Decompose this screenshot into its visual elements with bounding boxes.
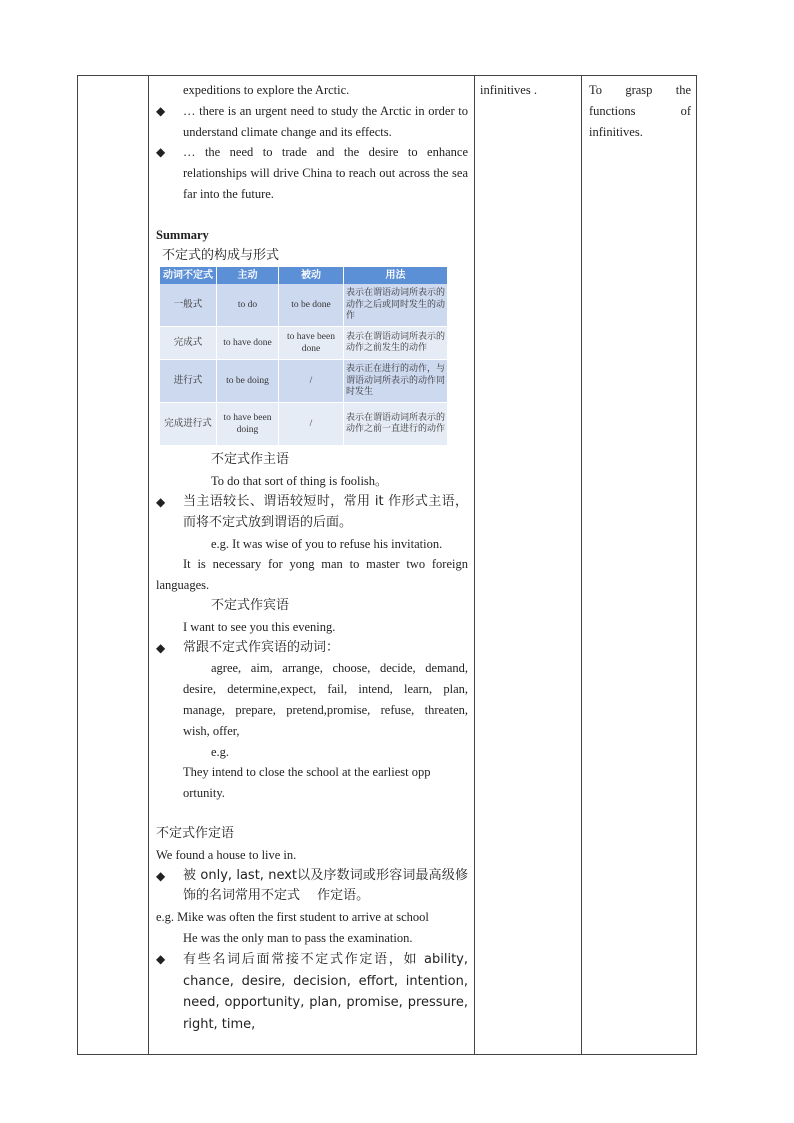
section-heading: 不定式作宾语 [211, 597, 290, 613]
purpose-line: infinitives. [589, 125, 643, 139]
column-divider [474, 76, 475, 1054]
header-cell: 被动 [279, 267, 344, 284]
column-divider [148, 76, 149, 1054]
purpose-line: functions of [589, 104, 691, 118]
diamond-bullet-icon: ◆ [156, 951, 166, 966]
diamond-bullet-icon: ◆ [156, 640, 166, 655]
table-cell: to be done [279, 284, 344, 327]
example-label: e.g. [211, 744, 230, 759]
example-sentence: We found a house to live in. [156, 847, 297, 862]
diamond-bullet-icon: ◆ [156, 103, 166, 118]
bullet-item [156, 101, 468, 143]
example-text: e.g. It was wise of you to refuse his invitation. [211, 536, 443, 551]
verb-list: agree, aim, arrange, choose, decide, demand, desire, determine,expect, fail, intend, learn, plan, manage, prepare, pretend,promise, refuse, threaten, wish, offer, [183, 661, 468, 738]
bullet-text: 被 only, last, next以及序数词或形容词最高级修饰的名词常用不定式 作定语。 [183, 867, 468, 904]
summary-heading: Summary [156, 227, 209, 242]
header-cell: 主动 [217, 267, 279, 284]
example-sentence [156, 534, 468, 555]
table-cell: 完成式 [160, 327, 217, 360]
section-heading: 不定式作主语 [211, 452, 290, 468]
example-sentence: I want to see you this evening. [183, 619, 336, 634]
table-cell: 表示正在进行的动作，与谓语动词所表示的动作同时发生 [344, 360, 448, 403]
bullet-item [156, 142, 468, 204]
bullet-item [156, 492, 468, 534]
table-cell: to do [217, 284, 279, 327]
table-cell: 一般式 [160, 284, 217, 327]
bullet-text: … there is an urgent need to study the Arctic in order to understand climate change and its effects. [183, 103, 468, 139]
header-cell: 动词不定式 [160, 267, 217, 284]
teaching-content-cell [156, 80, 468, 1036]
activity-cell [480, 80, 580, 101]
activity-text: infinitives . [480, 83, 537, 97]
table-cell: to have been done [279, 327, 344, 360]
table-row [160, 284, 448, 327]
header-cell: 用法 [344, 267, 448, 284]
infinitive-forms-table [160, 267, 448, 446]
column-divider [581, 76, 582, 1054]
purpose-cell [589, 80, 691, 143]
table-cell: 进行式 [160, 360, 217, 403]
bullet-text: 常跟不定式作宾语的动词： [183, 639, 340, 655]
example-sentence: It is necessary for yong man to master two foreign languages. [156, 557, 468, 593]
table-cell: 表示在谓语动词所表示的动作之前发生的动作 [344, 327, 448, 360]
diamond-bullet-icon: ◆ [156, 494, 166, 509]
bullet-item [156, 866, 468, 908]
example-sentence: They intend to close the school at the earliest opp ortunity. [183, 765, 431, 801]
example-sentence: To do that sort of thing is foolish。 [211, 474, 388, 489]
table-cell: / [279, 403, 344, 446]
table-cell: to have been doing [217, 403, 279, 446]
lesson-plan-table [77, 75, 697, 1055]
section-heading: 不定式作定语 [156, 825, 235, 841]
diamond-bullet-icon: ◆ [156, 145, 166, 160]
bullet-text: 有些名词后面常接不定式作定语，如 ability, chance, desire, decision, effort, intention, need, opportunity, plan, promise, pressure, right, time, [183, 951, 468, 1033]
table-cell: 表示在谓语动词所表示的动作之前一直进行的动作 [344, 403, 448, 446]
table-header-row [160, 267, 448, 284]
bullet-item [156, 638, 468, 659]
table-cell: 完成进行式 [160, 403, 217, 446]
table-cell: to be doing [217, 360, 279, 403]
diamond-bullet-icon: ◆ [156, 868, 166, 883]
table-caption: 不定式的构成与形式 [162, 247, 280, 263]
table-cell: to have done [217, 327, 279, 360]
example-sentence: e.g. Mike was often the first student to arrive at school [156, 910, 429, 925]
table-cell: 表示在谓语动词所表示的动作之后或同时发生的动作 [344, 284, 448, 327]
purpose-line: To grasp the [589, 83, 691, 97]
bullet-text: … the need to trade and the desire to enhance relationships will drive China to reach out across the sea far into the future. [183, 145, 468, 201]
bullet-text: 当主语较长、谓语较短时，常用 it 作形式主语，而将不定式放到谓语的后面。 [183, 493, 468, 530]
example-sentence: He was the only man to pass the examination. [183, 930, 413, 945]
bullet-item [156, 949, 468, 1036]
table-row [160, 403, 448, 446]
table-row [160, 327, 448, 360]
table-row [160, 360, 448, 403]
intro-continuation: expeditions to explore the Arctic. [183, 83, 350, 97]
table-cell: / [279, 360, 344, 403]
